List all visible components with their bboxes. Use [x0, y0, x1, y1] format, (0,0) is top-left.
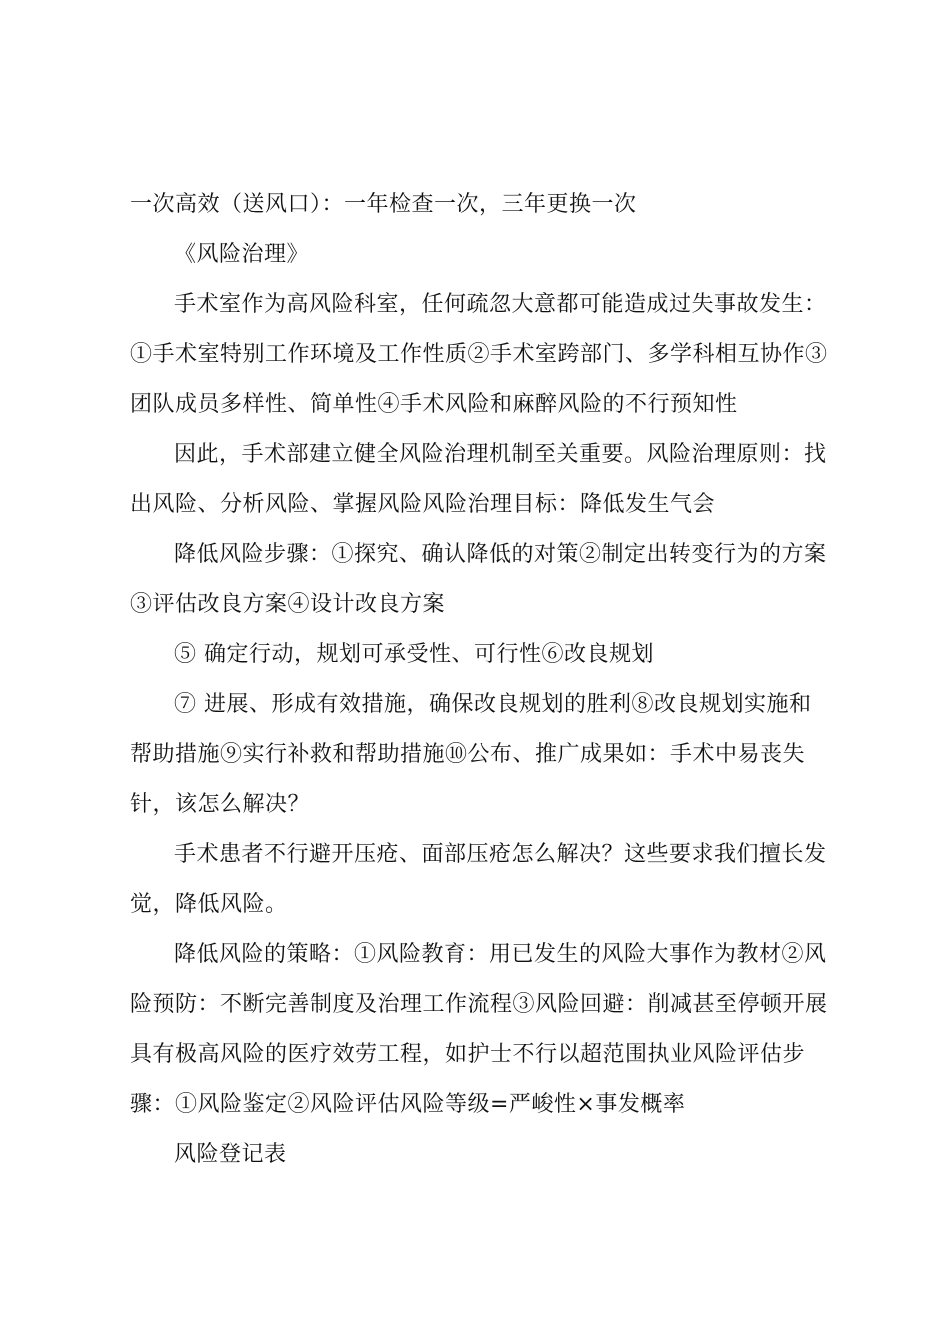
document-body: [130, 180, 830, 1180]
paragraph-step-7-10: ⑦ 进展、形成有效措施，确保改良规划的胜利⑧改良规划实施和帮助措施⑨实行补救和帮助措施⑩公布、推广成果如：手术中易丧失针，该怎么解决？: [130, 692, 812, 817]
paragraph-filter-schedule: 一次高效（送风口）：一年检查一次，三年更换一次: [130, 192, 637, 217]
section-title-risk-management: 《风险治理》: [174, 242, 310, 267]
paragraph-risk-steps: 降低风险步骤：①探究、确认降低的对策②制定出转变行为的方案③评估改良方案④设计改良方案: [130, 542, 827, 617]
paragraph-step-5-6: ⑤ 确定行动，规划可承受性、可行性⑥改良规划: [174, 642, 654, 667]
paragraph-risk-register: 风险登记表: [174, 1142, 287, 1167]
paragraph-pressure-sores: 手术患者不行避开压疮、面部压疮怎么解决？这些要求我们擅长发觉，降低风险。: [130, 842, 827, 917]
paragraph-risk-strategies: 降低风险的策略：①风险教育：用已发生的风险大事作为教材②风险预防：不断完善制度及治理工作流程③风险回避：削减甚至停顿开展具有极高风险的医疗效劳工程，如护士不行以超范围执业风险评估步骤：①风险鉴定②风险评估风险等级=严峻性×事发概率: [130, 942, 828, 1117]
paragraph-operating-room-risk: 手术室作为高风险科室，任何疏忽大意都可能造成过失事故发生：①手术室特别工作环境及工作性质②手术室跨部门、多学科相互协作③团队成员多样性、简单性④手术风险和麻醉风险的不行预知性: [130, 292, 828, 417]
paragraph-risk-principles: 因此，手术部建立健全风险治理机制至关重要。风险治理原则：找出风险、分析风险、掌握风险风险治理目标：降低发生气会: [130, 442, 827, 517]
